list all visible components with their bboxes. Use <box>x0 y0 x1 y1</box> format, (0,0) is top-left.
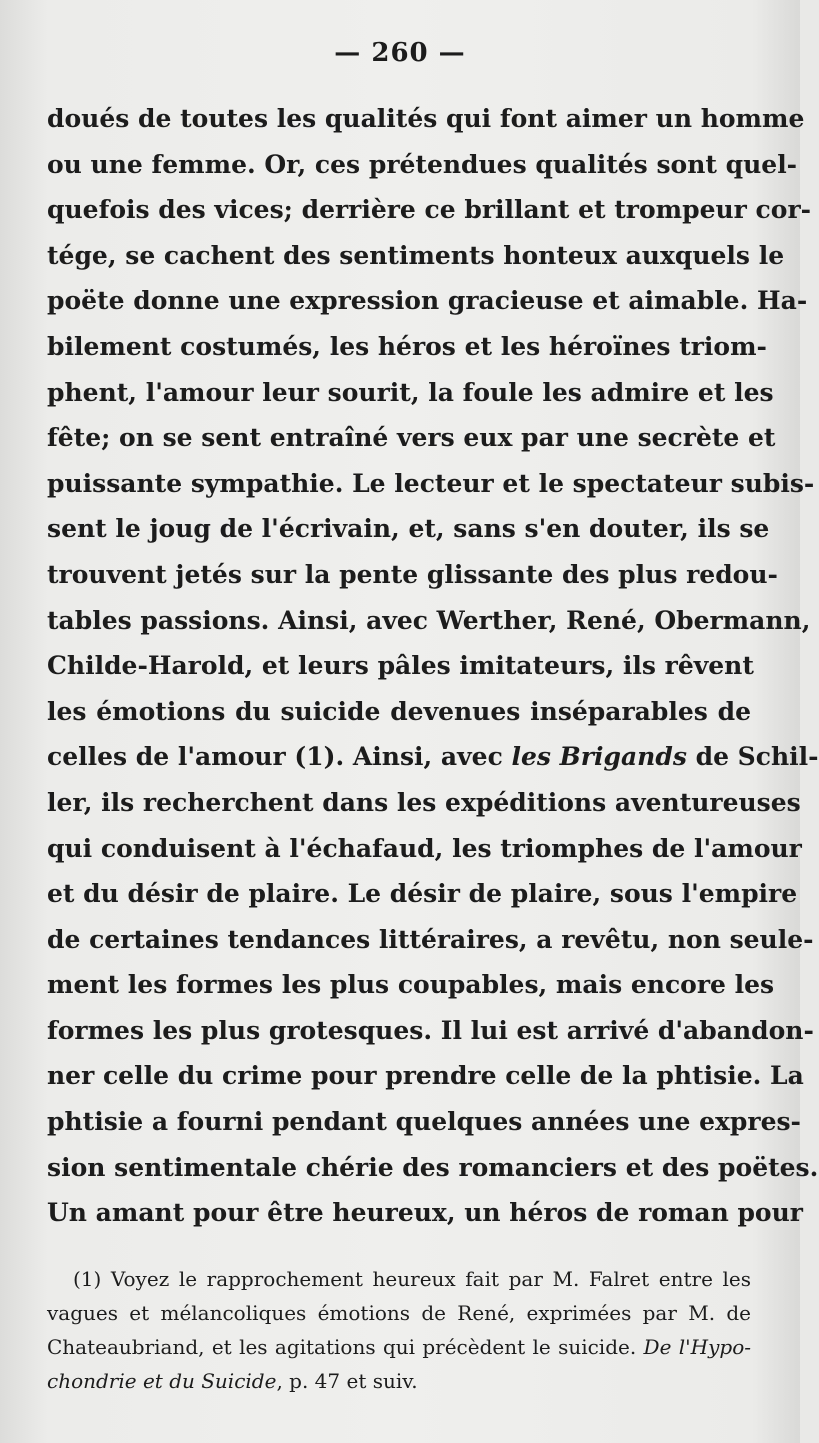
footnote-line <box>47 1364 751 1398</box>
text-line: ler, ils recherchent dans les expéditions aventureuses <box>47 787 801 817</box>
footnote-line: (1) Voyez le rapprochement heureux fait par M. Falret entre les <box>73 1267 751 1291</box>
text-line: phtisie a fourni pendant quelques années une expres- <box>47 1107 801 1137</box>
footnote <box>47 1262 751 1398</box>
text-line: bilement costumés, les héros et les héroïnes triom- <box>47 331 767 361</box>
text-line: les émotions du suicide devenues inséparables de <box>47 696 751 726</box>
text-line: doués de toutes les qualités qui font aimer un homme <box>47 104 805 133</box>
footnote-line <box>47 1330 751 1364</box>
text-line: phent, l'amour leur sourit, la foule les admire et les <box>47 377 774 407</box>
text-line: Un amant pour être heureux, un héros de roman pour <box>47 1198 803 1228</box>
text-line: tége, se cachent des sentiments honteux auxquels le <box>47 240 785 270</box>
footnote-text: Chateaubriand, et les agitations qui précèdent le suicide. <box>47 1335 644 1359</box>
text-line: ment les formes les plus coupables, mais encore les <box>47 970 775 1000</box>
footnote-text: , p. 47 et suiv. <box>276 1369 418 1393</box>
text-line: trouvent jetés sur la pente glissante des plus redou- <box>47 559 778 589</box>
text-line-with-title <box>47 734 819 780</box>
text-line: puissante sympathie. Le lecteur et le spectateur subis- <box>47 468 815 498</box>
text-line: ou une femme. Or, ces prétendues qualités sont quel- <box>47 149 798 179</box>
text-line: qui conduisent à l'échafaud, les triomphes de l'amour <box>47 833 802 863</box>
page-number: — 260 — <box>334 38 466 68</box>
text-segment: celles de l'amour (1). Ainsi, avec <box>47 742 512 772</box>
text-line: fête; on se sent entraîné vers eux par une secrète et <box>47 423 776 453</box>
text-line: et du désir de plaire. Le désir de plaire, sous l'empire <box>47 879 798 909</box>
footnote-line: vagues et mélancoliques émotions de René, exprimées par M. de <box>47 1301 751 1325</box>
text-line: de certaines tendances littéraires, a revêtu, non seule- <box>47 924 814 954</box>
italic-title: les Brigands <box>511 742 687 772</box>
footnote-book-title: chondrie et du Suicide <box>47 1369 277 1393</box>
text-line: Childe-Harold, et leurs pâles imitateurs, ils rêvent <box>47 651 754 681</box>
body-text <box>47 96 819 1236</box>
text-segment: de Schil- <box>686 742 819 772</box>
text-line: quefois des vices; derrière ce brillant et trompeur cor- <box>47 195 811 225</box>
footnote-book-title: De l'Hypo- <box>643 1335 751 1359</box>
text-line: poëte donne une expression gracieuse et aimable. Ha- <box>47 286 808 316</box>
text-line: sion sentimentale chérie des romanciers et des poëtes. <box>47 1152 819 1182</box>
text-line: tables passions. Ainsi, avec Werther, René, Obermann, <box>47 605 811 635</box>
text-line: sent le joug de l'écrivain, et, sans s'en douter, ils se <box>47 514 770 544</box>
text-line: formes les plus grotesques. Il lui est arrivé d'abandon- <box>47 1015 814 1045</box>
text-line: ner celle du crime pour prendre celle de la phtisie. La <box>47 1061 804 1091</box>
